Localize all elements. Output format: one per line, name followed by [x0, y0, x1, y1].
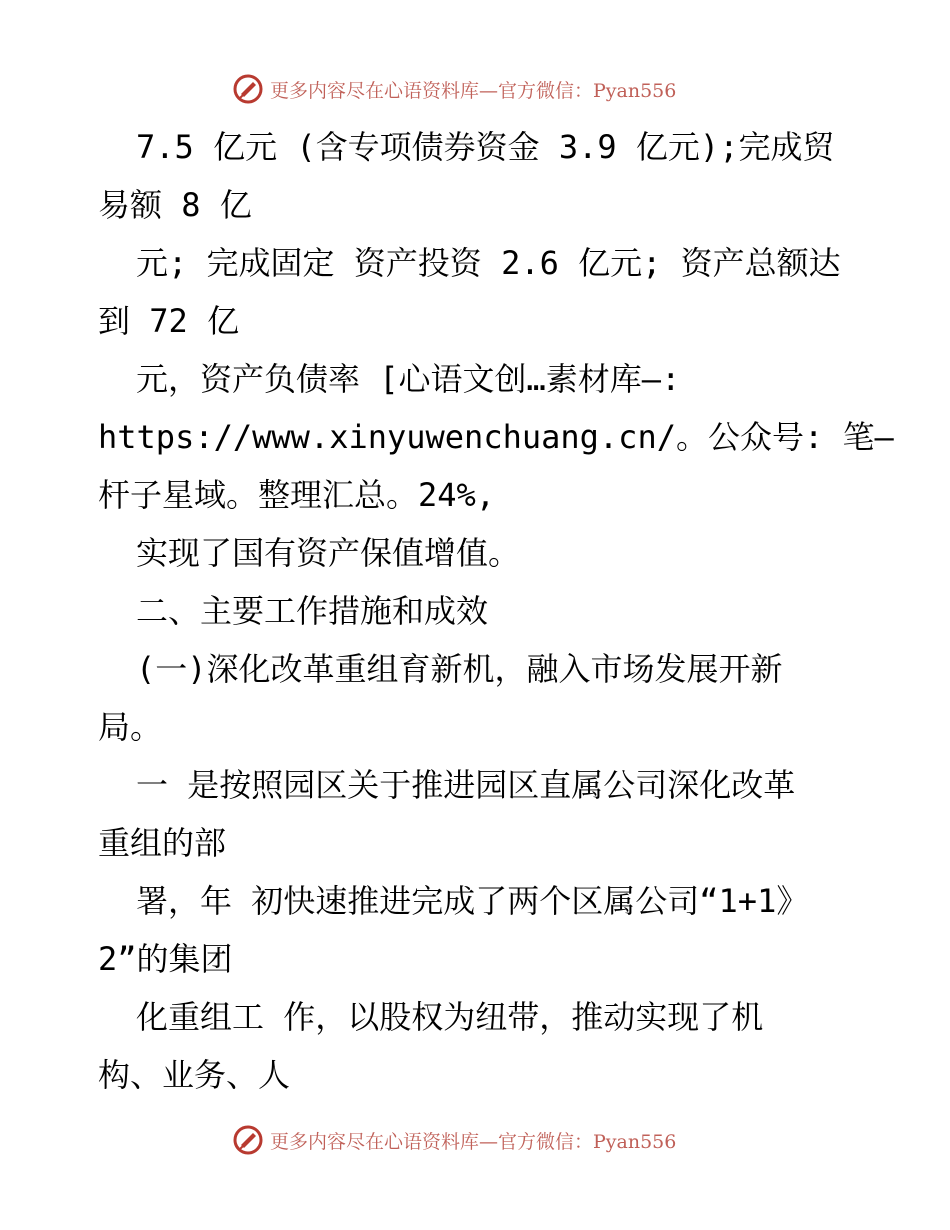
xinyu-logo-icon [232, 73, 264, 105]
body-line-1: 7.5 亿元 (含专项债券资金 3.9 亿元);完成贸 [136, 128, 835, 166]
header-watermark-banner [232, 72, 732, 106]
body-line-2: 易额 8 亿 [98, 186, 252, 224]
body-line-14: 署，年 初快速推进完成了两个区属公司“1+1》 [136, 882, 809, 920]
body-line-4: 到 72 亿 [98, 302, 240, 340]
body-line-13: 重组的部 [98, 824, 227, 862]
header-watermark-text: 更多内容尽在心语资料库—官方微信：Pyan556 [270, 79, 677, 102]
body-line-11: 局。 [98, 708, 163, 746]
body-line-15: 2”的集团 [98, 940, 233, 978]
footer-watermark-text: 更多内容尽在心语资料库—官方微信：Pyan556 [270, 1130, 677, 1153]
body-line-8: 实现了国有资产保值增值。 [136, 534, 521, 572]
body-line-5: 元，资产负债率 [心语文创…素材库—: [136, 360, 681, 398]
body-line-12: 一 是按照园区关于推进园区直属公司深化改革 [136, 766, 796, 804]
body-line-16: 化重组工 作，以股权为纽带，推动实现了机 [136, 998, 764, 1036]
body-line-3: 元; 完成固定 资产投资 2.6 亿元; 资产总额达 [136, 244, 841, 282]
xinyu-logo-icon [232, 1124, 264, 1156]
subsection-heading: (一)深化改革重组育新机，融入市场发展开新 [136, 650, 783, 688]
body-line-7: 杆子星域。整理汇总。24%, [98, 476, 496, 514]
section-heading: 二、主要工作措施和成效 [136, 592, 489, 630]
footer-watermark-banner [232, 1123, 732, 1157]
body-line-6: https://www.xinyuwenchuang.cn/。公众号: 笔— [98, 418, 894, 456]
body-line-17: 构、业务、人 [98, 1056, 291, 1094]
